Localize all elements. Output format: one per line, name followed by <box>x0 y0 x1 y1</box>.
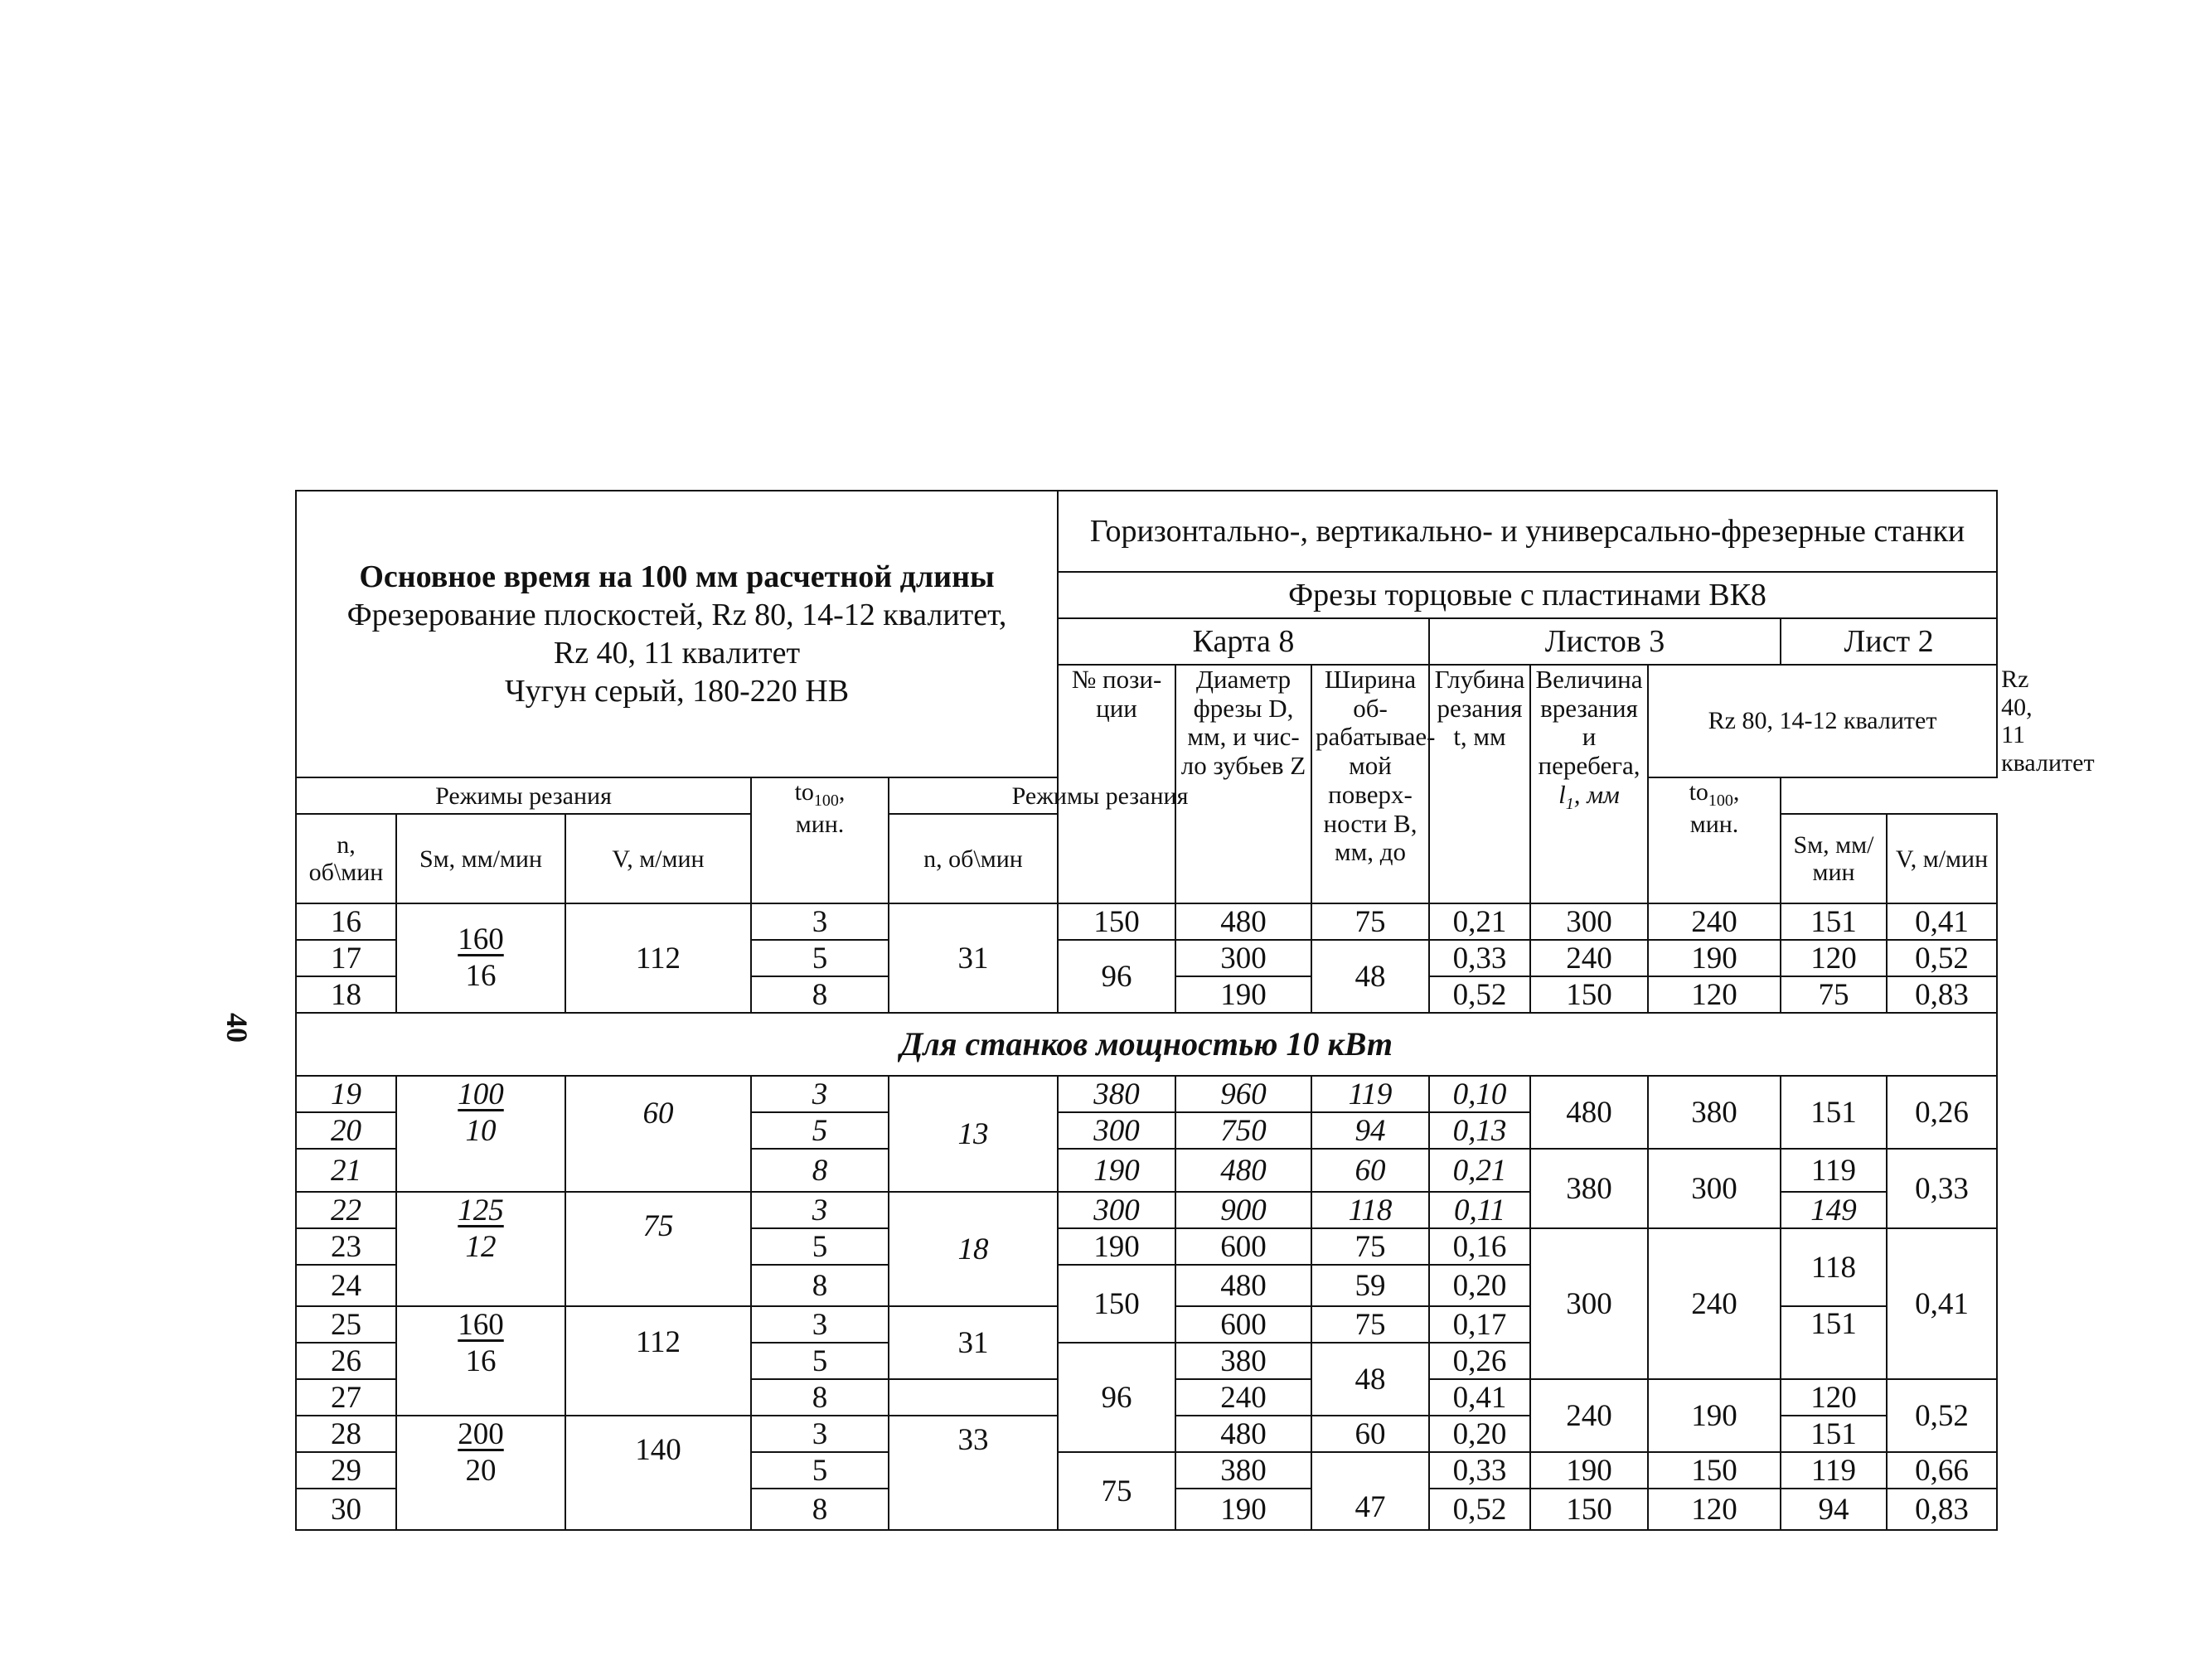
approach-cell: 33 <box>889 1416 1058 1530</box>
s40-cell: 120 <box>1648 976 1781 1013</box>
depth-cell: 8 <box>751 1489 889 1530</box>
to100-rz40-header: $to_{100}$, мин. <box>1648 777 1781 903</box>
depth-cell: 5 <box>751 940 889 976</box>
to80-cell: 0,13 <box>1429 1112 1530 1149</box>
title-block <box>296 491 1058 777</box>
v40-cell: 75 <box>1781 976 1887 1013</box>
pos-cell: 20 <box>296 1112 396 1149</box>
to40-cell: 0,26 <box>1887 1076 1997 1149</box>
s80-cell: 750 <box>1175 1112 1311 1149</box>
s80-cell: 600 <box>1175 1306 1311 1343</box>
title-line-4: Чугун серый, 180-220 НВ <box>504 674 850 709</box>
col-width-header: Ширина об-рабатывае-мой поверх-ности В, мм, до <box>1311 665 1429 903</box>
v40-cell: 94 <box>1781 1489 1887 1530</box>
n80-cell: 190 <box>1058 1228 1175 1265</box>
s40-cell: 190 <box>1648 940 1781 976</box>
n40-cell: 190 <box>1530 1452 1648 1489</box>
depth-cell: 3 <box>751 903 889 940</box>
n40-cell: 300 <box>1530 1228 1648 1379</box>
pos-cell: 22 <box>296 1192 396 1228</box>
v80-cell: 60 <box>1311 1416 1429 1452</box>
to80-cell: 0,26 <box>1429 1343 1530 1379</box>
sm-rz80-header: Sм, мм/мин <box>396 814 565 903</box>
to40-cell: 0,83 <box>1887 1489 1997 1530</box>
v80-cell: 75 <box>1311 1228 1429 1265</box>
n80-cell: 300 <box>1058 1112 1175 1149</box>
to80-cell: 0,52 <box>1429 976 1530 1013</box>
tools-cell: Фрезы торцовые с пластинами ВК8 <box>1058 572 1997 618</box>
to80-cell: 0,33 <box>1429 1452 1530 1489</box>
n80-cell: 150 <box>1058 903 1175 940</box>
depth-cell: 3 <box>751 1416 889 1452</box>
pos-cell: 23 <box>296 1228 396 1265</box>
to80-cell: 0,21 <box>1429 1149 1530 1192</box>
time-norms-table: Основное время на 100 мм расчетной длины Фрезерование плоскостей, Rz 80, 14-12 квалитет, Rz 40, 11 квалитет Чугун серый, 180-220 НВ Горизонтально-, вертикально- и универсально-фрезерные станки Фрезы торцовые с пластинами ВК8 Карта 8 Листов 3 Лист 2 № пози-ции Диаметр фрезы D, мм, и чис-ло зубьев Z Ширина об-рабатывае-мой поверх-ности В, мм, до Глубина резания t, мм Величина врезания и перебега, $l_1$, мм Rz 80, 14-12 квалитет Rz 40, 11 квалитет Режимы резания $to_{100}$, мин. Режимы резания $to_{100}$, мин. n, об\мин Sм, мм/мин V, м/мин n, об\мин Sм, мм/мин V, м/мин 16 $\frac{160}{16}$ 112 3 31 150 480 75 0,21 300 240 151 0,41 17 5 96 300 48 0,33 240 190 120 0,52 18 8 190 0,52 150 120 75 0,83 Для станков мощностью 10 кВт 19 $\frac{100}{10}$ 60 3 13 380 960 119 0,10 480 380 151 0,26 20 5 300 750 94 0,13 21 8 190 480 60 0,21 380 300 119 0,33 22 $\frac{125}{12}$ 75 3 18 300 900 118 0,11 149 23 5 190 600 75 0,16 300 240 118 0,41 24 8 150 480 59 0,20 25 $\frac{160}{16}$ 112 3 31 600 75 0,17 151 26 5 96 380 48 0,26 27 8 240 0,41 240 190 120 0,52 28 $\frac{200}{20}$ 140 3 33 480 60 0,20 151 29 5 75 380 47 0,33 190 150 119 0,66 30 8 190 0,52 150 120 94 0,83 <box>295 490 1998 1531</box>
to40-cell: 0,83 <box>1887 976 1997 1013</box>
v40-cell: 151 <box>1781 903 1887 940</box>
title-line-3: Rz 40, 11 квалитет <box>553 636 801 671</box>
title-line-2: Фрезерование плоскостей, Rz 80, 14-12 квалитет, <box>346 598 1007 633</box>
s40-cell: 300 <box>1648 1149 1781 1228</box>
to80-cell: 0,17 <box>1429 1306 1530 1343</box>
s80-cell: 960 <box>1175 1076 1311 1112</box>
to100-rz80-header: $to_{100}$, мин. <box>751 777 889 903</box>
to80-cell: 0,10 <box>1429 1076 1530 1112</box>
depth-cell: 5 <box>751 1343 889 1379</box>
pos-cell: 24 <box>296 1265 396 1306</box>
to80-cell: 0,33 <box>1429 940 1530 976</box>
depth-cell: 5 <box>751 1228 889 1265</box>
sheets-total-cell: Листов 3 <box>1429 618 1781 665</box>
col-depth-header: Глубина резания t, мм <box>1429 665 1530 903</box>
to40-cell: 0,41 <box>1887 903 1997 940</box>
v80-cell: 94 <box>1311 1112 1429 1149</box>
approach-cell: 31 <box>889 903 1058 1013</box>
depth-cell: 5 <box>751 1452 889 1489</box>
s80-cell: 480 <box>1175 1265 1311 1306</box>
depth-cell: 3 <box>751 1192 889 1228</box>
width-cell: 75 <box>565 1192 751 1306</box>
s40-cell: 380 <box>1648 1076 1781 1149</box>
v40-cell: 120 <box>1781 940 1887 976</box>
v80-cell: 48 <box>1311 940 1429 1013</box>
v80-cell: 47 <box>1311 1452 1429 1530</box>
page-number: 40 <box>220 1013 254 1043</box>
n80-cell: 96 <box>1058 1343 1175 1452</box>
sm-rz40-header: Sм, мм/мин <box>1781 814 1887 903</box>
to40-cell: 0,66 <box>1887 1452 1997 1489</box>
approach-cell: 31 <box>889 1306 1058 1379</box>
s40-cell: 240 <box>1648 1228 1781 1379</box>
diameter-cell: $\frac{100}{10}$ <box>396 1076 565 1192</box>
v40-cell: 149 <box>1781 1192 1887 1228</box>
n40-cell: 240 <box>1530 1379 1648 1452</box>
n80-cell: 190 <box>1058 1149 1175 1192</box>
v40-cell: 118 <box>1781 1228 1887 1306</box>
depth-cell: 3 <box>751 1306 889 1343</box>
depth-cell: 8 <box>751 1379 889 1416</box>
pos-cell: 18 <box>296 976 396 1013</box>
width-cell: 140 <box>565 1416 751 1530</box>
sheet-cell: Лист 2 <box>1781 618 1997 665</box>
s80-cell: 480 <box>1175 1416 1311 1452</box>
pos-cell: 19 <box>296 1076 396 1112</box>
n40-cell: 150 <box>1530 1489 1648 1530</box>
depth-cell: 8 <box>751 1265 889 1306</box>
s80-cell: 900 <box>1175 1192 1311 1228</box>
approach-cell: 13 <box>889 1076 1058 1192</box>
diameter-cell: $\frac{200}{20}$ <box>396 1416 565 1530</box>
n40-cell: 380 <box>1530 1149 1648 1228</box>
to80-cell: 0,52 <box>1429 1489 1530 1530</box>
v80-cell: 48 <box>1311 1343 1429 1416</box>
pos-cell: 30 <box>296 1489 396 1530</box>
s80-cell: 190 <box>1175 976 1311 1013</box>
to80-cell: 0,11 <box>1429 1192 1530 1228</box>
v80-cell: 60 <box>1311 1149 1429 1192</box>
depth-cell: 8 <box>751 1149 889 1192</box>
col-pos-header: № пози-ции <box>1058 665 1175 903</box>
n-rz80-header: n, об\мин <box>296 814 396 903</box>
col-diameter-header: Диаметр фрезы D, мм, и чис-ло зубьев Z <box>1175 665 1311 903</box>
pos-cell: 25 <box>296 1306 396 1343</box>
pos-cell: 21 <box>296 1149 396 1192</box>
diameter-cell: $\frac{125}{12}$ <box>396 1192 565 1306</box>
width-cell: 60 <box>565 1076 751 1192</box>
depth-cell: 3 <box>751 1076 889 1112</box>
v40-cell: 151 <box>1781 1416 1887 1452</box>
v40-cell: 120 <box>1781 1379 1887 1416</box>
depth-cell: 5 <box>751 1112 889 1149</box>
diameter-cell: $\frac{160}{16}$ <box>396 903 565 1013</box>
modes-rz80-header: Режимы резания <box>296 777 751 814</box>
n80-cell: 96 <box>1058 940 1175 1013</box>
v40-cell: 151 <box>1781 1306 1887 1379</box>
table-row <box>296 903 1997 940</box>
pos-cell: 16 <box>296 903 396 940</box>
modes-rz40-header: Режимы резания <box>889 777 1311 814</box>
s80-cell: 190 <box>1175 1489 1311 1530</box>
s80-cell: 240 <box>1175 1379 1311 1416</box>
s40-cell: 240 <box>1648 903 1781 940</box>
s80-cell: 480 <box>1175 1149 1311 1192</box>
to40-cell: 0,52 <box>1887 1379 1997 1452</box>
v40-cell: 151 <box>1781 1076 1887 1149</box>
n80-cell: 150 <box>1058 1265 1175 1343</box>
to40-cell: 0,41 <box>1887 1228 1997 1379</box>
n40-cell: 240 <box>1530 940 1648 976</box>
to80-cell: 0,21 <box>1429 903 1530 940</box>
title-line-1: Основное время на 100 мм расчетной длины <box>359 559 995 595</box>
approach-cell-empty <box>889 1379 1058 1416</box>
v80-cell: 75 <box>1311 1306 1429 1343</box>
v80-cell: 75 <box>1311 903 1429 940</box>
width-cell: 112 <box>565 1306 751 1416</box>
to80-cell: 0,16 <box>1429 1228 1530 1265</box>
v40-cell: 119 <box>1781 1452 1887 1489</box>
s40-cell: 190 <box>1648 1379 1781 1452</box>
approach-cell: 18 <box>889 1192 1058 1306</box>
n80-cell: 300 <box>1058 1192 1175 1228</box>
v80-cell: 59 <box>1311 1265 1429 1306</box>
s80-cell: 480 <box>1175 903 1311 940</box>
section-separator: Для станков мощностью 10 кВт <box>296 1013 1997 1076</box>
to40-cell: 0,52 <box>1887 940 1997 976</box>
pos-cell: 29 <box>296 1452 396 1489</box>
n-rz40-header: n, об\мин <box>889 814 1058 903</box>
depth-cell: 8 <box>751 976 889 1013</box>
col-approach-header: Величина врезания и перебега, $l_1$, мм <box>1530 665 1648 903</box>
v80-cell: 118 <box>1311 1192 1429 1228</box>
v-rz40-header: V, м/мин <box>1887 814 1997 903</box>
pos-cell: 26 <box>296 1343 396 1379</box>
pos-cell: 28 <box>296 1416 396 1452</box>
n40-cell: 300 <box>1530 903 1648 940</box>
diameter-cell: $\frac{160}{16}$ <box>396 1306 565 1416</box>
n80-cell: 75 <box>1058 1452 1175 1530</box>
to80-cell: 0,20 <box>1429 1416 1530 1452</box>
s40-cell: 150 <box>1648 1452 1781 1489</box>
v40-cell: 119 <box>1781 1149 1887 1192</box>
s40-cell: 120 <box>1648 1489 1781 1530</box>
s80-cell: 300 <box>1175 940 1311 976</box>
width-cell: 112 <box>565 903 751 1013</box>
s80-cell: 600 <box>1175 1228 1311 1265</box>
table-row <box>296 1076 1997 1112</box>
pos-cell: 27 <box>296 1379 396 1416</box>
s80-cell: 380 <box>1175 1343 1311 1379</box>
machines-cell: Горизонтально-, вертикально- и универсально-фрезерные станки <box>1058 491 1997 572</box>
n40-cell: 150 <box>1530 976 1648 1013</box>
v80-cell: 119 <box>1311 1076 1429 1112</box>
pos-cell: 17 <box>296 940 396 976</box>
to80-cell: 0,41 <box>1429 1379 1530 1416</box>
to40-cell: 0,33 <box>1887 1149 1997 1228</box>
n80-cell: 380 <box>1058 1076 1175 1112</box>
n40-cell: 480 <box>1530 1076 1648 1149</box>
to80-cell: 0,20 <box>1429 1265 1530 1306</box>
card-cell: Карта 8 <box>1058 618 1429 665</box>
v-rz80-header: V, м/мин <box>565 814 751 903</box>
s80-cell: 380 <box>1175 1452 1311 1489</box>
group-rz80-header: Rz 80, 14-12 квалитет <box>1648 665 1997 777</box>
